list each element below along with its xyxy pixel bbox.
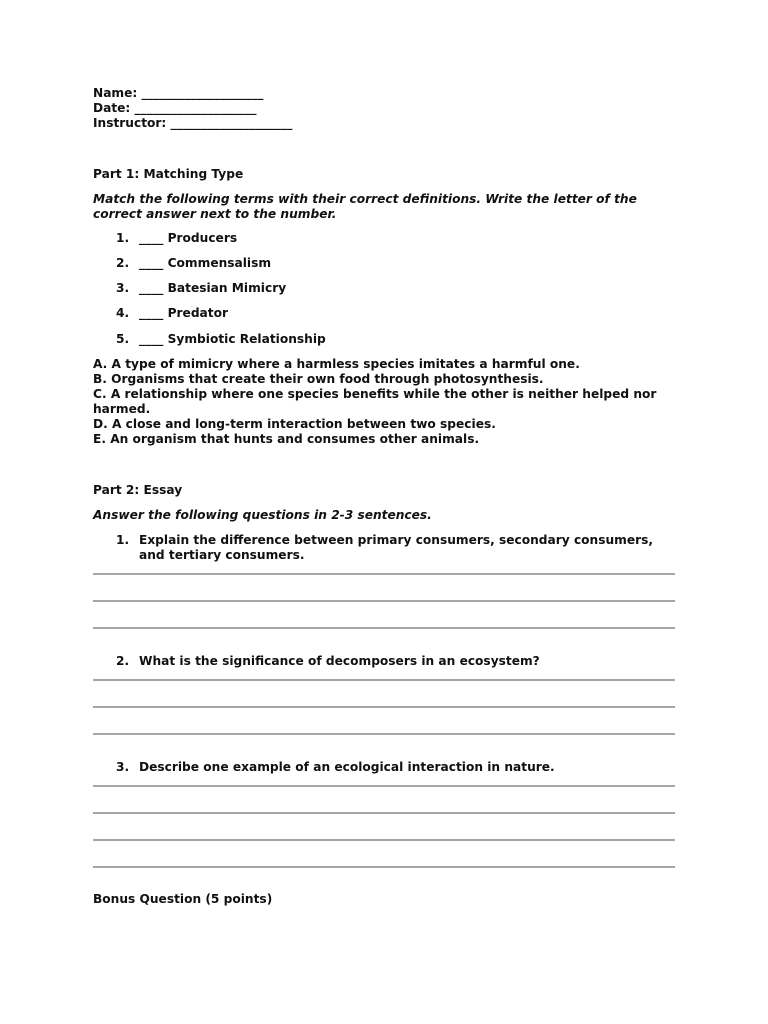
question-text: Explain the difference between primary consumers, secondary consumers, and tertiary consumers. (139, 533, 654, 562)
part2-title: Part 2: Essay (93, 483, 183, 497)
matching-term-4 (93, 306, 675, 321)
essay-question-1 (93, 533, 675, 563)
matching-term-5 (93, 332, 675, 347)
question-number: 2. (116, 654, 130, 668)
essay-question-3 (93, 760, 675, 775)
choice-d: D. A close and long-term interaction between two species. (93, 417, 496, 431)
matching-term-3 (93, 281, 675, 296)
choice-e: E. An organism that hunts and consumes other animals. (93, 432, 480, 446)
question-text: Describe one example of an ecological interaction in nature. (139, 760, 555, 774)
part1-instructions: Match the following terms with their correct definitions. Write the letter of the correct answer next to the number. (93, 192, 637, 221)
question-number: 3. (116, 760, 130, 774)
choice-c: C. A relationship where one species benefits while the other is neither helped nor harmed. (93, 387, 657, 416)
item-text: ____ Batesian Mimicry (139, 281, 287, 295)
date-field: Date: ____________________ (93, 101, 257, 115)
item-text: ____ Commensalism (139, 256, 272, 270)
student-info-block (93, 86, 675, 131)
item-number: 3. (116, 281, 130, 295)
essay-question-2 (93, 654, 675, 669)
item-text: ____ Symbiotic Relationship (139, 332, 326, 346)
item-number: 1. (116, 231, 130, 245)
bonus-title: Bonus Question (5 points) (93, 892, 273, 906)
worksheet-page (93, 86, 675, 907)
item-text: ____ Predator (139, 306, 228, 320)
choice-b: B. Organisms that create their own food through photosynthesis. (93, 372, 544, 386)
instructor-field: Instructor: ____________________ (93, 116, 293, 130)
definition-choices (93, 357, 675, 447)
item-number: 2. (116, 256, 130, 270)
item-number: 5. (116, 332, 130, 346)
matching-term-2 (93, 256, 675, 271)
part1-title: Part 1: Matching Type (93, 167, 244, 181)
choice-a: A. A type of mimicry where a harmless species imitates a harmful one. (93, 357, 580, 371)
question-text: What is the significance of decomposers in an ecosystem? (139, 654, 540, 668)
matching-term-1 (93, 231, 675, 246)
item-text: ____ Producers (139, 231, 238, 245)
question-number: 1. (116, 533, 130, 547)
matching-terms-list (93, 231, 675, 347)
name-field: Name: ____________________ (93, 86, 264, 100)
part2-instructions: Answer the following questions in 2-3 sentences. (93, 508, 432, 522)
item-number: 4. (116, 306, 130, 320)
